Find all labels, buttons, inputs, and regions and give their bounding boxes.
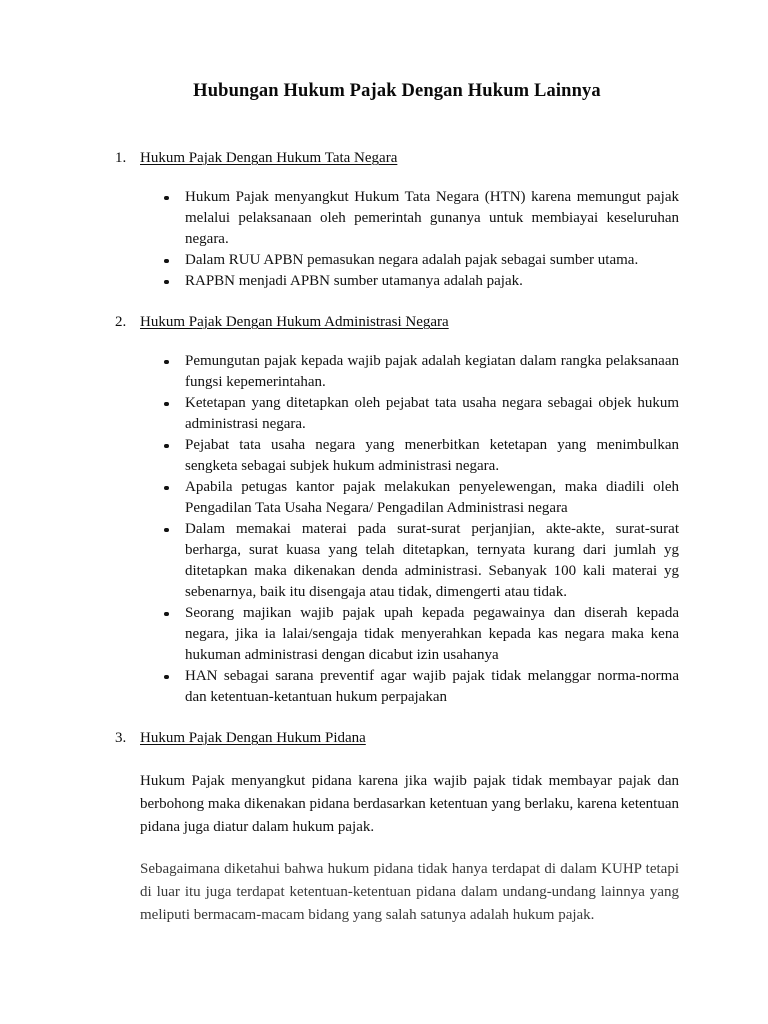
section-2: [115, 312, 679, 708]
list-item: RAPBN menjadi APBN sumber utamanya adalah pajak.: [115, 271, 679, 292]
section-3: [115, 728, 679, 927]
section-2-title: Hukum Pajak Dengan Hukum Administrasi Negara: [140, 314, 449, 331]
section-2-bullet-list: [115, 351, 679, 708]
section-1-number: 1.: [115, 150, 127, 167]
section-2-heading: [115, 312, 679, 332]
list-item: Apabila petugas kantor pajak melakukan penyelewengan, maka diadili oleh Pengadilan Tata Usaha Negara/ Pengadilan Administrasi negara: [115, 477, 679, 519]
section-1: [115, 148, 679, 292]
list-item: Hukum Pajak menyangkut Hukum Tata Negara (HTN) karena memungut pajak melalui pelaksanaan oleh pemerintah gunanya untuk membiayai keseluruhan negara.: [115, 187, 679, 250]
list-item: Dalam memakai materai pada surat-surat perjanjian, akte-akte, surat-surat berharga, surat kuasa yang telah ditetapkan, ternyata kurang dari jumlah yg ditetapkan maka dikenakan denda administrasi. Sebanyak 100 kali materai yg sebenarnya, baik itu disengaja atau tidak, dimengerti atau tidak.: [115, 519, 679, 603]
document-content-column: [115, 0, 679, 927]
spacer: [115, 292, 679, 312]
spacer: [115, 839, 679, 858]
list-item: Ketetapan yang ditetapkan oleh pejabat tata usaha negara sebagai objek hukum administrasi negara.: [115, 393, 679, 435]
spacer: [115, 103, 679, 148]
list-item: HAN sebagai sarana preventif agar wajib pajak tidak melanggar norma-norma dan ketentuan-ketantuan hukum perpajakan: [115, 666, 679, 708]
spacer: [115, 708, 679, 728]
section-3-number: 3.: [115, 730, 127, 747]
section-1-title: Hukum Pajak Dengan Hukum Tata Negara: [140, 150, 398, 167]
list-item: Pemungutan pajak kepada wajib pajak adalah kegiatan dalam rangka pelaksanaan fungsi kepemerintahan.: [115, 351, 679, 393]
section-1-bullet-list: [115, 187, 679, 292]
section-3-paragraph-1: Hukum Pajak menyangkut pidana karena jika wajib pajak tidak membayar pajak dan berbohong maka dikenakan pidana berdasarkan ketentuan yang berlaku, karena ketentuan pidana juga diatur dalam hukum pajak.: [140, 773, 679, 836]
section-3-heading: [115, 728, 679, 748]
page-title: Hubungan Hukum Pajak Dengan Hukum Lainnya: [193, 81, 601, 101]
list-item: Dalam RUU APBN pemasukan negara adalah pajak sebagai sumber utama.: [115, 250, 679, 271]
spacer: [115, 332, 679, 351]
spacer: [115, 168, 679, 187]
section-2-number: 2.: [115, 314, 127, 331]
section-3-paragraph-2: Sebagaimana diketahui bahwa hukum pidana tidak hanya terdapat di dalam KUHP tetapi di luar itu juga terdapat ketentuan-ketentuan pidana dalam undang-undang lainnya yang meliputi bermacam-macam bidang yang salah satunya adalah hukum pajak.: [140, 861, 679, 924]
list-item: Seorang majikan wajib pajak upah kepada pegawainya dan diserah kepada negara, jika ia lalai/sengaja tidak menyerahkan kepada kas negara maka kena hukuman administrasi dengan dicabut izin usahanya: [115, 603, 679, 666]
section-3-title: Hukum Pajak Dengan Hukum Pidana: [140, 730, 366, 747]
list-item: Pejabat tata usaha negara yang menerbitkan ketetapan yang menimbulkan sengketa sebagai subjek hukum administrasi negara.: [115, 435, 679, 477]
spacer: [115, 748, 679, 770]
section-1-heading: [115, 148, 679, 168]
